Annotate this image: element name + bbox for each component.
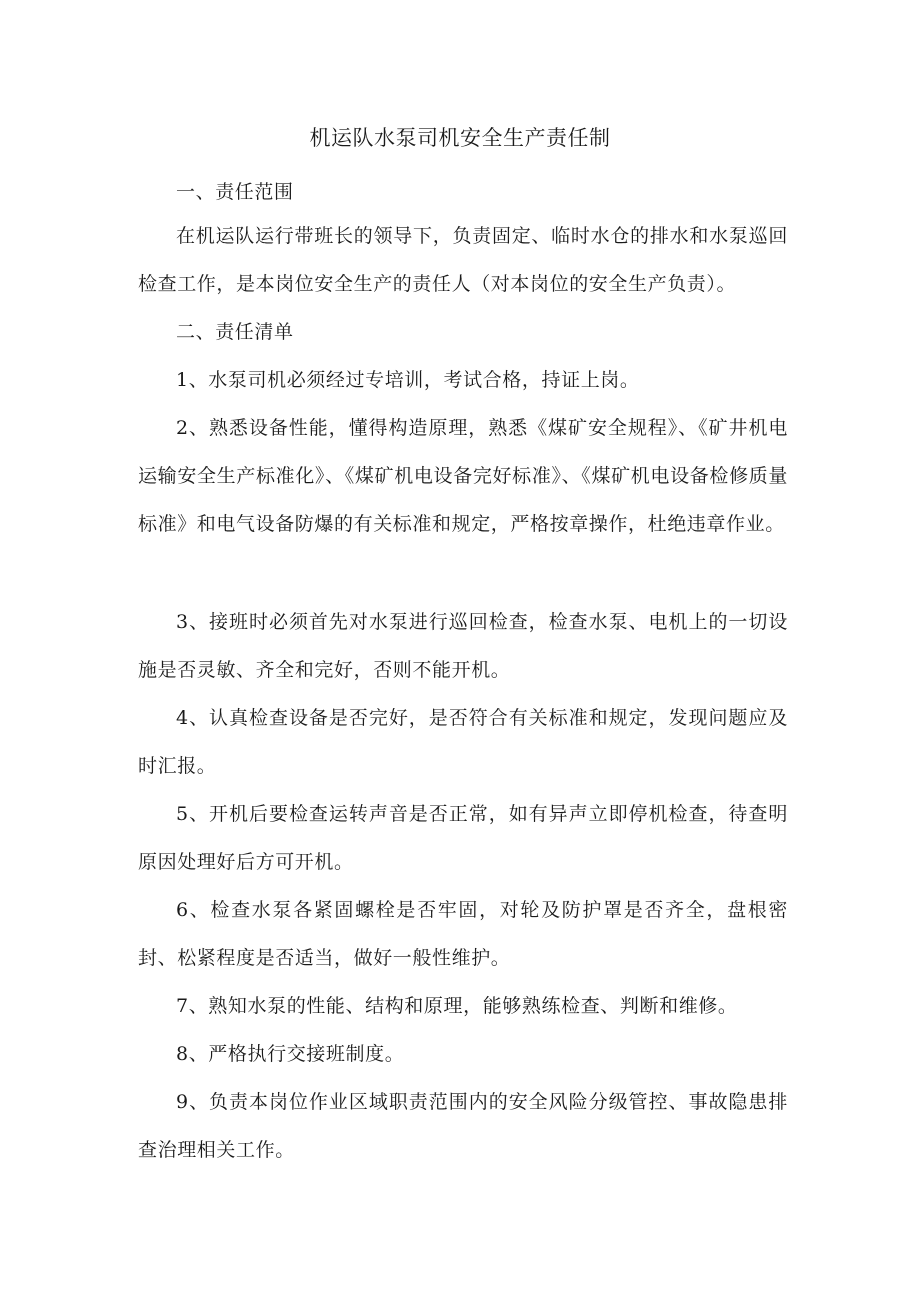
list-item-9: 9、负责本岗位作业区域职责范围内的安全风险分级管控、事故隐患排查治理相关工作。 [138, 1091, 788, 1161]
scope-paragraph: 在机运队运行带班长的领导下，负责固定、临时水仓的排水和水泵巡回检查工作，是本岗位安全生产的责任人（对本岗位的安全生产负责）。 [138, 225, 788, 295]
list-item-1: 1、水泵司机必须经过专培训，考试合格，持证上岗。 [176, 369, 640, 391]
document-title: 机运队水泵司机安全生产责任制 [309, 126, 611, 150]
list-item-6: 6、检查水泵各紧固螺栓是否牢固，对轮及防护罩是否齐全，盘根密封、松紧程度是否适当，做好一般性维护。 [138, 899, 788, 969]
section-heading-list: 二、责任清单 [176, 321, 294, 343]
list-item-2: 2、熟悉设备性能，懂得构造原理，熟悉《煤矿安全规程》、《矿井机电运输安全生产标准化》、《煤矿机电设备完好标准》、《煤矿机电设备检修质量标准》和电气设备防爆的有关标准和规定，严格按章操作，杜绝违章作业。 [138, 417, 788, 535]
list-item-8: 8、严格执行交接班制度。 [176, 1043, 405, 1065]
list-item-4: 4、认真检查设备是否完好，是否符合有关标准和规定，发现问题应及时汇报。 [138, 707, 788, 777]
list-item-3: 3、接班时必须首先对水泵进行巡回检查，检查水泵、电机上的一切设施是否灵敏、齐全和完好，否则不能开机。 [138, 611, 788, 681]
section-heading-scope: 一、责任范围 [176, 181, 294, 203]
list-item-7: 7、熟知水泵的性能、结构和原理，能够熟练检查、判断和维修。 [176, 995, 738, 1017]
list-item-5: 5、开机后要检查运转声音是否正常，如有异声立即停机检查，待查明原因处理好后方可开机。 [138, 803, 788, 873]
